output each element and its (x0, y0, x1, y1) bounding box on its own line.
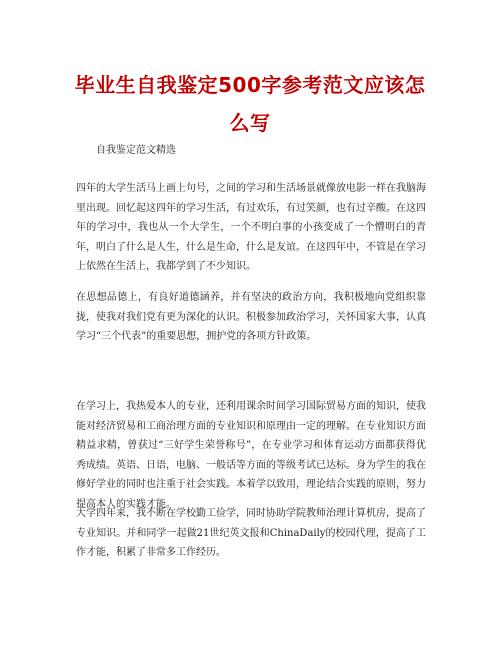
paragraph: 四年的大学生活马上画上句号，之间的学习和生活场景就像放电影一样在我脑海里出现。回忆起这四年的学习生活，有过欢乐，有过笑颜，也有过辛酸。在这四年的学习中，我也从一个大学生，一个不明白事的小孩变成了一个懵明白的青年，明白了什么是人生，什么是生命，什么是友谊。在这四年中，不管是在学习上依然在生活上，我都学到了不少知识。 (76, 183, 426, 273)
paragraph: 在思想品德上，有良好道德涵养，并有坚决的政治方向，我积极地向党组织靠拢，使我对我们党有更为深化的认识。积极参加政治学习，关怀国家大事，认真学习“三个代表”的重要思想，拥护党的各项方针政策。 (76, 292, 426, 343)
paragraph: 在学习上，我热爱本人的专业，还利用课余时间学习国际贸易方面的知识，使我能对经济贸易和工商治理方面的专业知识和原理由一定的理解。在专业知识方面精益求精，曾获过“三好学生荣誉称号”，在专业学习和体育运动方面都获得优秀成绩。英语、日语，电脑、一般话等方面的等级考试已达标。身为学生的我在修好学业的同时也注重于社会实践。本着学以致用，理论结合实践的原则，努力提高本人的实践才能。 (76, 401, 426, 510)
document-subtitle: 自我鉴定范文精选 (96, 145, 176, 156)
document-title: 毕业生自我鉴定500字参考范文应该怎么写 (74, 73, 426, 135)
paragraph: 大学四年来，我不断在学校勤工俭学，同时协助学院教师治理计算机房，提高了专业知识。并和同学一起做21世纪英文报和ChinaDaily的校园代理，提高了工作才能，积累了非常多工作经历。 (76, 508, 426, 559)
